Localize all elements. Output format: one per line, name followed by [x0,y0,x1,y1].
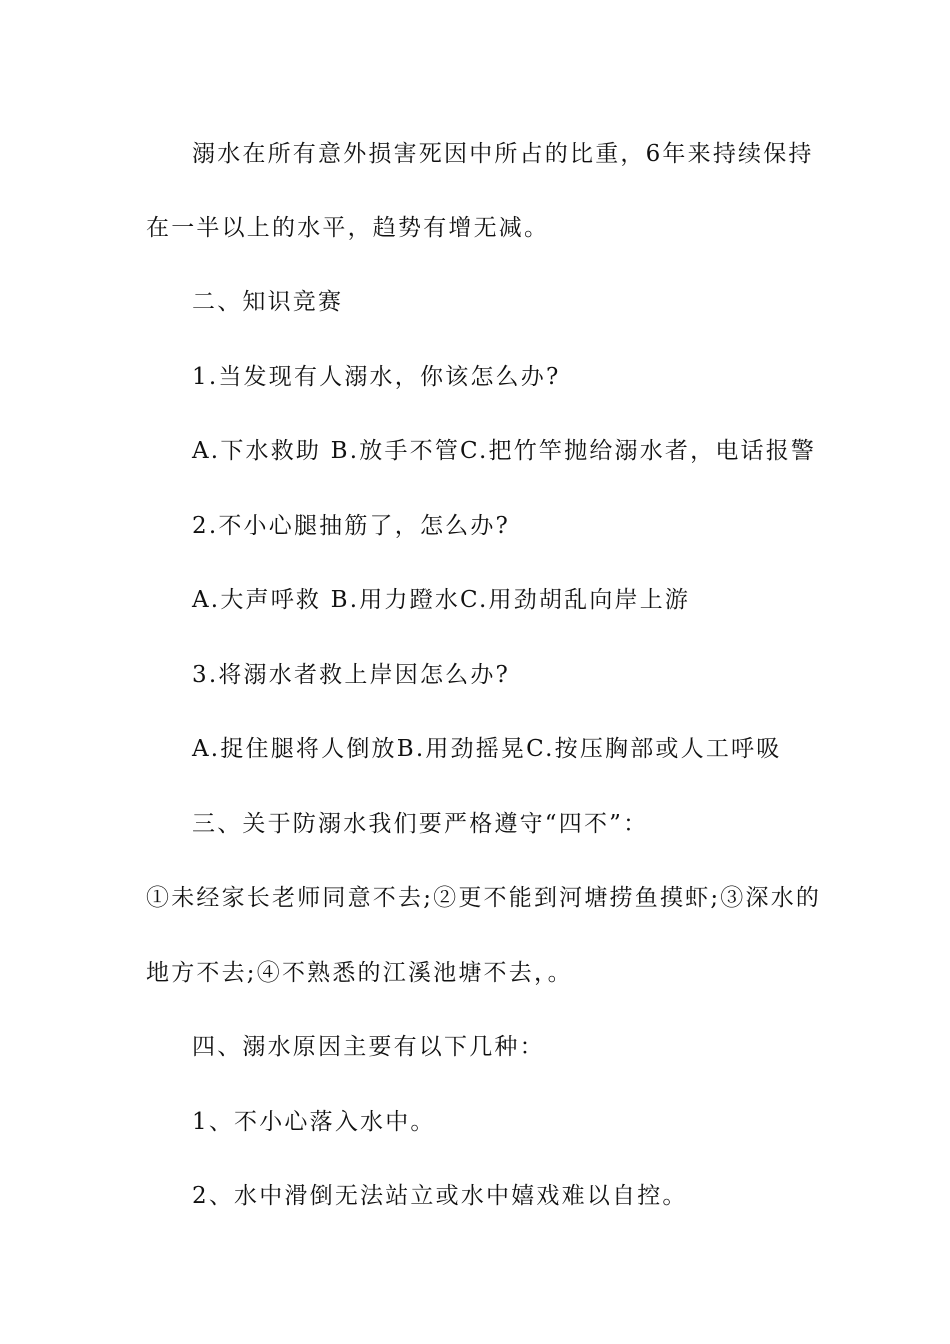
drowning-cause-2: 2、水中滑倒无法站立或水中嬉戏难以自控。 [192,1183,688,1209]
paragraph-drowning-ratio-line-2: 在一半以上的水平，趋势有增无减。 [146,215,550,241]
section-heading-four-rules: 三、关于防溺水我们要严格遵守“四不”： [192,811,649,837]
section-heading-drowning-causes: 四、溺水原因主要有以下几种： [192,1034,545,1060]
quiz-question-2: 2.不小心腿抽筋了，怎么办? [192,513,511,539]
quiz-question-3: 3.将溺水者救上岸因怎么办? [192,662,511,688]
quiz-options-2: A.大声呼救 B.用力蹬水C.用劲胡乱向岸上游 [192,587,691,613]
four-rules-line-1: ①未经家长老师同意不去;②更不能到河塘捞鱼摸虾;③深水的 [146,885,822,911]
quiz-question-1: 1.当发现有人溺水，你该怎么办? [192,364,561,390]
quiz-options-3: A.捉住腿将人倒放B.用劲摇晃C.按压胸部或人工呼吸 [192,736,782,762]
section-heading-knowledge-quiz: 二、知识竞赛 [192,289,344,315]
quiz-options-1: A.下水救助 B.放手不管C.把竹竿抛给溺水者，电话报警 [192,438,817,464]
four-rules-line-2: 地方不去;④不熟悉的江溪池塘不去，。 [146,960,573,986]
paragraph-drowning-ratio-line-1: 溺水在所有意外损害死因中所占的比重，6年来持续保持 [192,141,814,167]
drowning-cause-1: 1、不小心落入水中。 [192,1109,436,1135]
